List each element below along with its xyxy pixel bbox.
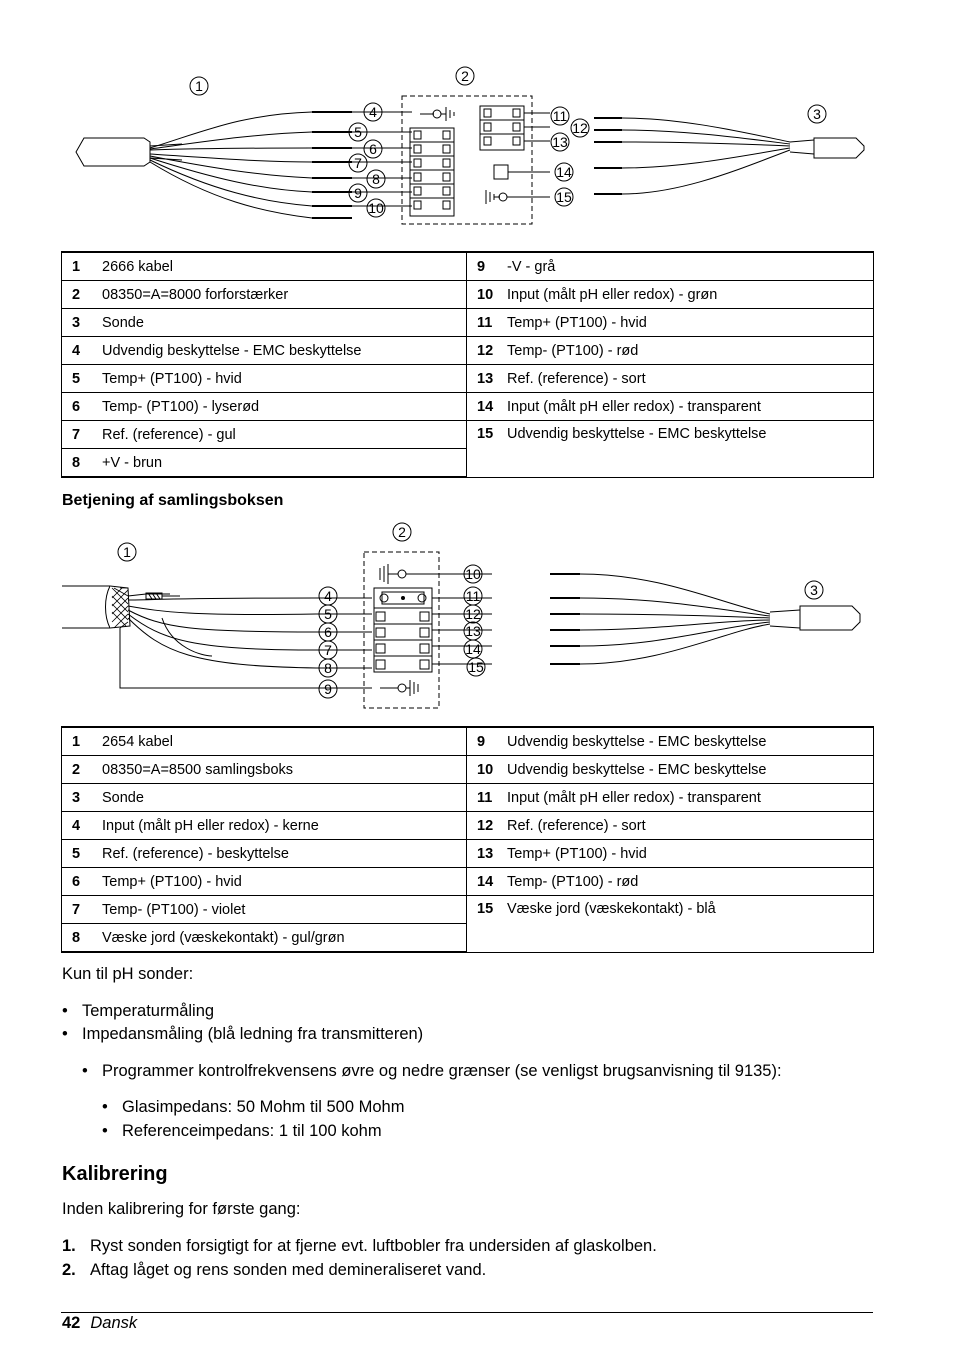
d1-callout-15: 15 bbox=[556, 189, 572, 205]
item-number: 4 bbox=[72, 342, 81, 359]
item-label: Væske jord (væskekontakt) - gul/grøn bbox=[102, 929, 345, 946]
item-number: 12 bbox=[477, 817, 494, 834]
item-number: 13 bbox=[477, 370, 494, 387]
d2-callout-10: 10 bbox=[465, 566, 481, 582]
item-number: 12 bbox=[477, 342, 494, 359]
item-label: 08350=A=8000 forforstærker bbox=[102, 286, 289, 303]
table-row bbox=[62, 337, 874, 365]
item-number: 15 bbox=[477, 901, 494, 917]
d1-callout-9: 9 bbox=[354, 185, 362, 201]
diagram1-callouts bbox=[190, 67, 826, 217]
item-label: 2666 kabel bbox=[102, 258, 173, 275]
d1-callout-10: 10 bbox=[368, 200, 384, 216]
legend-table-1 bbox=[61, 251, 874, 478]
junction-box-wiring-diagram bbox=[62, 518, 873, 714]
list-item-text: Impedansmåling (blå ledning fra transmitteren) bbox=[82, 1025, 424, 1043]
item-label: Temp+ (PT100) - hvid bbox=[507, 845, 647, 862]
footer-language: Dansk bbox=[90, 1314, 138, 1332]
item-number: 7 bbox=[72, 426, 81, 443]
d2-callout-15: 15 bbox=[468, 659, 484, 675]
item-label: Udvendig beskyttelse - EMC beskyttelse bbox=[102, 342, 362, 359]
d1-callout-12: 12 bbox=[572, 120, 588, 136]
table-row bbox=[62, 393, 874, 421]
footer-divider bbox=[61, 1312, 873, 1313]
step-number: 2. bbox=[62, 1261, 76, 1279]
d2-callout-2: 2 bbox=[398, 524, 406, 540]
table-row bbox=[62, 812, 874, 840]
item-label: Input (målt pH eller redox) - transparent bbox=[507, 398, 761, 415]
table-row bbox=[62, 309, 874, 337]
step-text: Aftag låget og rens sonden med demineraliseret vand. bbox=[90, 1261, 487, 1279]
step-text: Ryst sonden forsigtigt for at fjerne evt. luftbobler fra undersiden af glaskolben. bbox=[90, 1237, 657, 1255]
item-number: 15 bbox=[477, 426, 494, 442]
item-number: 9 bbox=[477, 258, 486, 275]
item-number: 2 bbox=[72, 761, 81, 778]
d2-callout-3: 3 bbox=[810, 582, 818, 598]
item-label: Udvendig beskyttelse - EMC beskyttelse bbox=[507, 426, 767, 442]
item-number: 6 bbox=[72, 873, 81, 890]
item-label: +V - brun bbox=[102, 454, 163, 471]
table-row bbox=[62, 421, 874, 449]
table-row bbox=[62, 840, 874, 868]
d2-callout-11: 11 bbox=[465, 588, 481, 604]
table-row bbox=[62, 252, 874, 281]
item-number: 5 bbox=[72, 370, 81, 387]
d2-callout-4: 4 bbox=[324, 588, 332, 604]
d1-callout-11: 11 bbox=[552, 108, 568, 124]
item-number: 4 bbox=[72, 817, 81, 834]
d1-callout-14: 14 bbox=[556, 164, 572, 180]
preamplifier-wiring-diagram bbox=[62, 62, 873, 228]
d1-callout-4: 4 bbox=[369, 104, 377, 120]
table-row bbox=[62, 281, 874, 309]
item-label: -V - grå bbox=[507, 258, 556, 275]
item-number: 6 bbox=[72, 398, 81, 415]
list-item-text: Programmer kontrolfrekvensens øvre og nedre grænser (se venligst brugsanvisning til 9135): bbox=[102, 1062, 782, 1080]
subheading: Betjening af samlingsboksen bbox=[62, 492, 284, 509]
item-label: Væske jord (væskekontakt) - blå bbox=[507, 901, 716, 917]
item-label: Temp- (PT100) - rød bbox=[507, 873, 639, 890]
item-label: Ref. (reference) - sort bbox=[507, 370, 646, 387]
item-number: 14 bbox=[477, 398, 494, 415]
list-item: • Temperaturmåling bbox=[62, 1002, 215, 1020]
table-row bbox=[62, 756, 874, 784]
item-label: Temp+ (PT100) - hvid bbox=[507, 314, 647, 331]
item-label: Input (målt pH eller redox) - grøn bbox=[507, 286, 718, 303]
item-label: Sonde bbox=[102, 789, 144, 806]
d1-callout-13: 13 bbox=[552, 134, 568, 150]
legend-table-2 bbox=[61, 726, 874, 953]
item-label: Ref. (reference) - beskyttelse bbox=[102, 845, 289, 862]
item-label: Temp- (PT100) - violet bbox=[102, 901, 246, 918]
item-label: Sonde bbox=[102, 314, 144, 331]
item-number: 3 bbox=[72, 314, 81, 331]
item-number: 8 bbox=[72, 929, 81, 946]
item-label: Temp+ (PT100) - hvid bbox=[102, 370, 242, 387]
d2-callout-12: 12 bbox=[465, 606, 481, 622]
table-row bbox=[62, 727, 874, 756]
table-row bbox=[62, 365, 874, 393]
item-number: 11 bbox=[477, 314, 493, 331]
item-label: Ref. (reference) - gul bbox=[102, 426, 236, 443]
item-label: Temp- (PT100) - rød bbox=[507, 342, 639, 359]
list-item-text: Referenceimpedans: 1 til 100 kohm bbox=[122, 1122, 382, 1140]
page-number: 42 bbox=[62, 1314, 81, 1332]
item-number: 13 bbox=[477, 845, 494, 862]
d2-callout-14: 14 bbox=[465, 641, 481, 657]
list-item: • Referenceimpedans: 1 til 100 kohm bbox=[102, 1122, 382, 1140]
d1-callout-6: 6 bbox=[369, 141, 377, 157]
d1-callout-5: 5 bbox=[354, 124, 362, 140]
d1-callout-7: 7 bbox=[354, 155, 362, 171]
d2-callout-5: 5 bbox=[324, 606, 332, 622]
item-label: 08350=A=8500 samlingsboks bbox=[102, 761, 294, 778]
section-title: Kalibrering bbox=[62, 1163, 168, 1185]
list-item bbox=[62, 1261, 486, 1280]
item-number: 1 bbox=[72, 258, 81, 275]
d1-callout-1: 1 bbox=[195, 78, 203, 94]
d2-callout-7: 7 bbox=[324, 642, 332, 658]
item-label: Udvendig beskyttelse - EMC beskyttelse bbox=[507, 733, 767, 750]
table-row bbox=[62, 784, 874, 812]
item-number: 11 bbox=[477, 789, 493, 806]
item-label: Input (målt pH eller redox) - transparent bbox=[507, 789, 761, 806]
d2-callout-6: 6 bbox=[324, 624, 332, 640]
list-item-text: Temperaturmåling bbox=[82, 1002, 215, 1020]
list-item: • Impedansmåling (blå ledning fra transmitteren) bbox=[62, 1025, 424, 1043]
table-row bbox=[62, 868, 874, 896]
item-number: 1 bbox=[72, 733, 81, 750]
table-row bbox=[62, 896, 874, 924]
list-item bbox=[62, 1237, 657, 1256]
item-label: Udvendig beskyttelse - EMC beskyttelse bbox=[507, 761, 767, 778]
list-item: • Programmer kontrolfrekvensens øvre og nedre grænser (se venligst brugsanvisning til 9135): bbox=[82, 1062, 782, 1080]
item-number: 10 bbox=[477, 286, 494, 303]
item-label: Temp- (PT100) - lyserød bbox=[102, 398, 260, 415]
item-number: 2 bbox=[72, 286, 81, 303]
item-number: 14 bbox=[477, 873, 494, 890]
item-number: 3 bbox=[72, 789, 81, 806]
list-item: • Glasimpedans: 50 Mohm til 500 Mohm bbox=[102, 1098, 405, 1116]
item-number: 8 bbox=[72, 454, 81, 471]
section-intro: Inden kalibrering for første gang: bbox=[62, 1200, 301, 1218]
d1-callout-2: 2 bbox=[461, 68, 469, 84]
list-item-text: Glasimpedans: 50 Mohm til 500 Mohm bbox=[122, 1098, 405, 1116]
item-number: 7 bbox=[72, 901, 81, 918]
d2-callout-13: 13 bbox=[465, 623, 481, 639]
item-number: 5 bbox=[72, 845, 81, 862]
item-number: 10 bbox=[477, 761, 494, 778]
d2-callout-9: 9 bbox=[324, 681, 332, 697]
step-number: 1. bbox=[62, 1237, 76, 1255]
intro-text: Kun til pH sonder: bbox=[62, 965, 194, 983]
item-label: Ref. (reference) - sort bbox=[507, 817, 646, 834]
item-label: Input (målt pH eller redox) - kerne bbox=[102, 817, 319, 834]
item-number: 9 bbox=[477, 733, 486, 750]
d2-callout-8: 8 bbox=[324, 660, 332, 676]
d1-callout-3: 3 bbox=[813, 106, 821, 122]
page-footer bbox=[62, 1314, 137, 1333]
item-label: 2654 kabel bbox=[102, 733, 173, 750]
item-label: Temp+ (PT100) - hvid bbox=[102, 873, 242, 890]
d2-callout-1: 1 bbox=[123, 544, 131, 560]
d1-callout-8: 8 bbox=[372, 171, 380, 187]
